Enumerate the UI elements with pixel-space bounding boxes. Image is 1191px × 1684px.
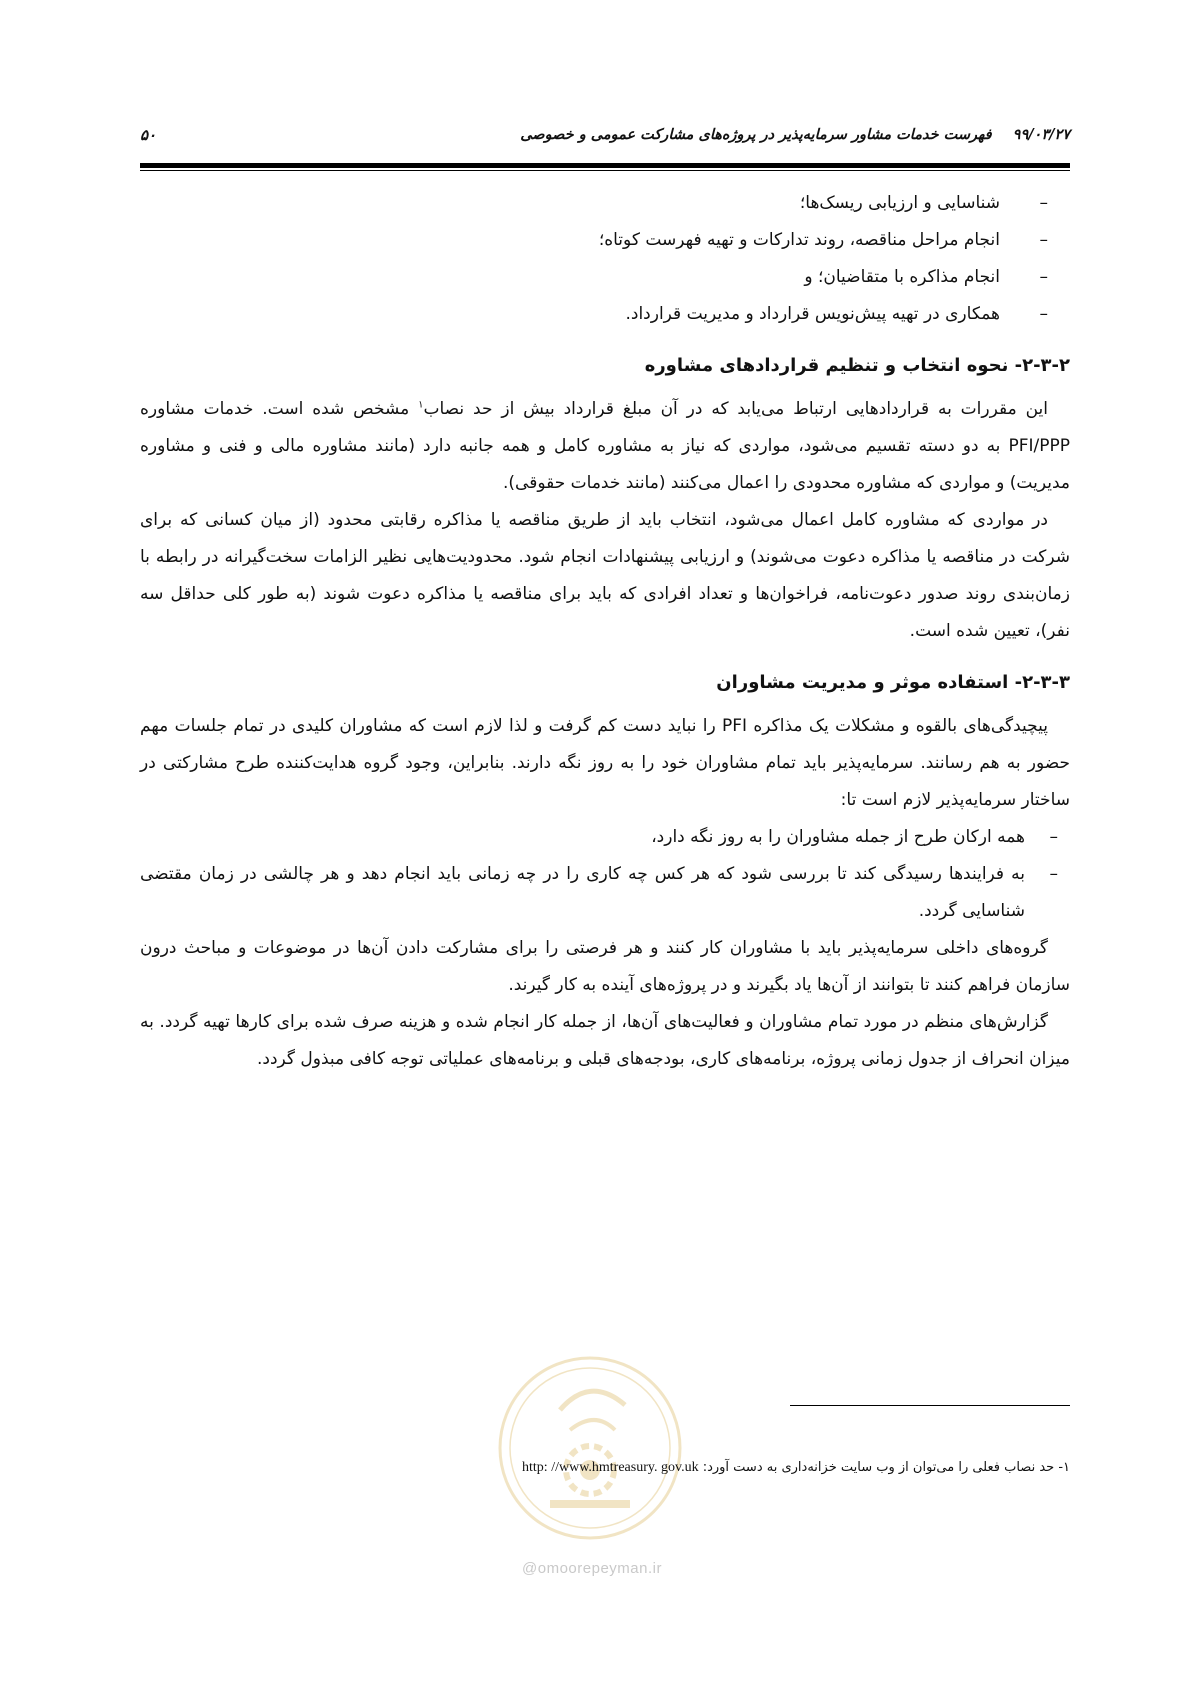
header-divider-thin xyxy=(140,170,1070,171)
footnote xyxy=(420,1460,1070,1476)
paragraph xyxy=(140,391,1070,502)
section-heading: ۲-۳-۳- استفاده موثر و مدیریت مشاوران xyxy=(716,672,1070,693)
list-item-text: انجام مراحل مناقصه، روند تدارکات و تهیه فهرست کوتاه؛ xyxy=(598,230,1000,250)
page-header xyxy=(140,126,1070,150)
footnote-divider xyxy=(790,1405,1070,1406)
header-date: ۹۹/۰۳/۲۷ xyxy=(1012,126,1070,143)
watermark-site: @omoorepeyman.ir xyxy=(522,1560,662,1577)
dash-bullet-icon: – xyxy=(1039,267,1048,287)
list-item xyxy=(140,296,1070,333)
list-item xyxy=(140,222,1070,259)
paragraph-text: این مقررات به قراردادهایی ارتباط می‌یابد که در آن مبلغ قرارداد بیش از حد نصاب xyxy=(423,399,1048,419)
page-number: ۵۰ xyxy=(140,126,157,144)
paragraph: در مواردی که مشاوره کامل اعمال می‌شود، انتخاب باید از طریق مناقصه یا مذاکره رقابتی محدود (از میان کسانی که برای شرکت در مناقصه یا مذاکره دعوت می‌شوند) و ارزیابی پیشنهادات انجام شود. محدودیت‌هایی نظیر الزامات سخت‌گیرانه در رابطه با زمان‌بندی روند صدور دعوت‌نامه، فراخوان‌ها و تعداد افرادی که باید برای مناقصه یا مذاکره دعوت شوند (به طور کلی حداقل سه نفر)، تعیین شده است. xyxy=(140,510,1070,641)
dash-bullet-icon: – xyxy=(1039,230,1048,250)
footnote-reference[interactable]: ۱ xyxy=(418,399,424,411)
bullet-list-1 xyxy=(140,185,1070,333)
paragraph-text: مشخص شده است. خدمات مشاوره PFI/PPP به دو دسته تقسیم می‌شود، مواردی که نیاز به مشاوره کامل و همه جانبه دارد (مانند مشاوره مالی و فنی و مشاوره مدیریت) و مواردی که مشاوره محدودی را اعمال می‌کنند (مانند خدمات حقوقی). xyxy=(140,399,1070,493)
dash-bullet-icon: – xyxy=(1049,864,1058,884)
list-item-text: همه ارکان طرح از جمله مشاوران را به روز نگه دارد، xyxy=(651,827,1025,847)
dash-bullet-icon: – xyxy=(1039,193,1048,213)
list-item xyxy=(140,819,1070,856)
list-item xyxy=(140,856,1070,930)
dash-bullet-icon: – xyxy=(1049,827,1058,847)
header-divider-thick xyxy=(140,163,1070,168)
paragraph: گزارش‌های منظم در مورد تمام مشاوران و فعالیت‌های آن‌ها، از جمله کار انجام شده و هزینه صرف شده برای کارها تهیه گردد. به میزان انحراف از جدول زمانی پروژه، برنامه‌های کاری، بودجه‌های قبلی و برنامه‌های عملیاتی توجه کافی مبذول گردد. xyxy=(140,1012,1070,1069)
footnote-text: ۱- حد نصاب فعلی را می‌توان از وب سایت خزانه‌داری به دست آورد: xyxy=(702,1460,1070,1475)
header-title-text: فهرست خدمات مشاور سرمایه‌پذیر در پروژه‌های مشارکت عمومی و خصوصی xyxy=(520,126,992,143)
list-item-text: انجام مذاکره با متقاضیان؛ و xyxy=(804,267,1000,287)
list-item xyxy=(140,185,1070,222)
section-heading: ۲-۳-۲- نحوه انتخاب و تنظیم قراردادهای مشاوره xyxy=(644,355,1070,376)
list-item-text: همکاری در تهیه پیش‌نویس قرارداد و مدیریت قرارداد. xyxy=(625,304,1000,324)
paragraph: گروه‌های داخلی سرمایه‌پذیر باید با مشاوران کار کنند و هر فرصتی را برای مشارکت دادن آن‌ها در موضوعات و مباحث درون سازمان فراهم کنند تا بتوانند از آن‌ها یاد بگیرند و در پروژه‌های آینده به کار گیرند. xyxy=(140,938,1070,995)
header-title xyxy=(520,126,1070,143)
list-item xyxy=(140,259,1070,296)
page-body xyxy=(140,185,1070,1078)
list-item-text: به فرایندها رسیدگی کند تا بررسی شود که هر کس چه کاری را در چه زمانی باید انجام دهد و هر چالشی در زمان مقتضی شناسایی گردد. xyxy=(140,864,1025,921)
dash-bullet-icon: – xyxy=(1039,304,1048,324)
footnote-url-link[interactable]: http: //www.hmtreasury. gov.uk xyxy=(522,1460,699,1475)
bullet-list-2 xyxy=(140,819,1070,930)
list-item-text: شناسایی و ارزیابی ریسک‌ها؛ xyxy=(799,193,1000,213)
paragraph: پیچیدگی‌های بالقوه و مشکلات یک مذاکره PFI را نباید دست کم گرفت و لذا لازم است که مشاوران کلیدی در تمام جلسات مهم حضور به هم رسانند. سرمایه‌پذیر باید تمام مشاوران خود را به روز نگه دارند. بنابراین، وجود گروه هدایت‌کننده طرح مشارکتی در ساختار سرمایه‌پذیر لازم است تا: xyxy=(140,716,1070,810)
omoorepeyman-seal-icon xyxy=(490,1350,690,1545)
